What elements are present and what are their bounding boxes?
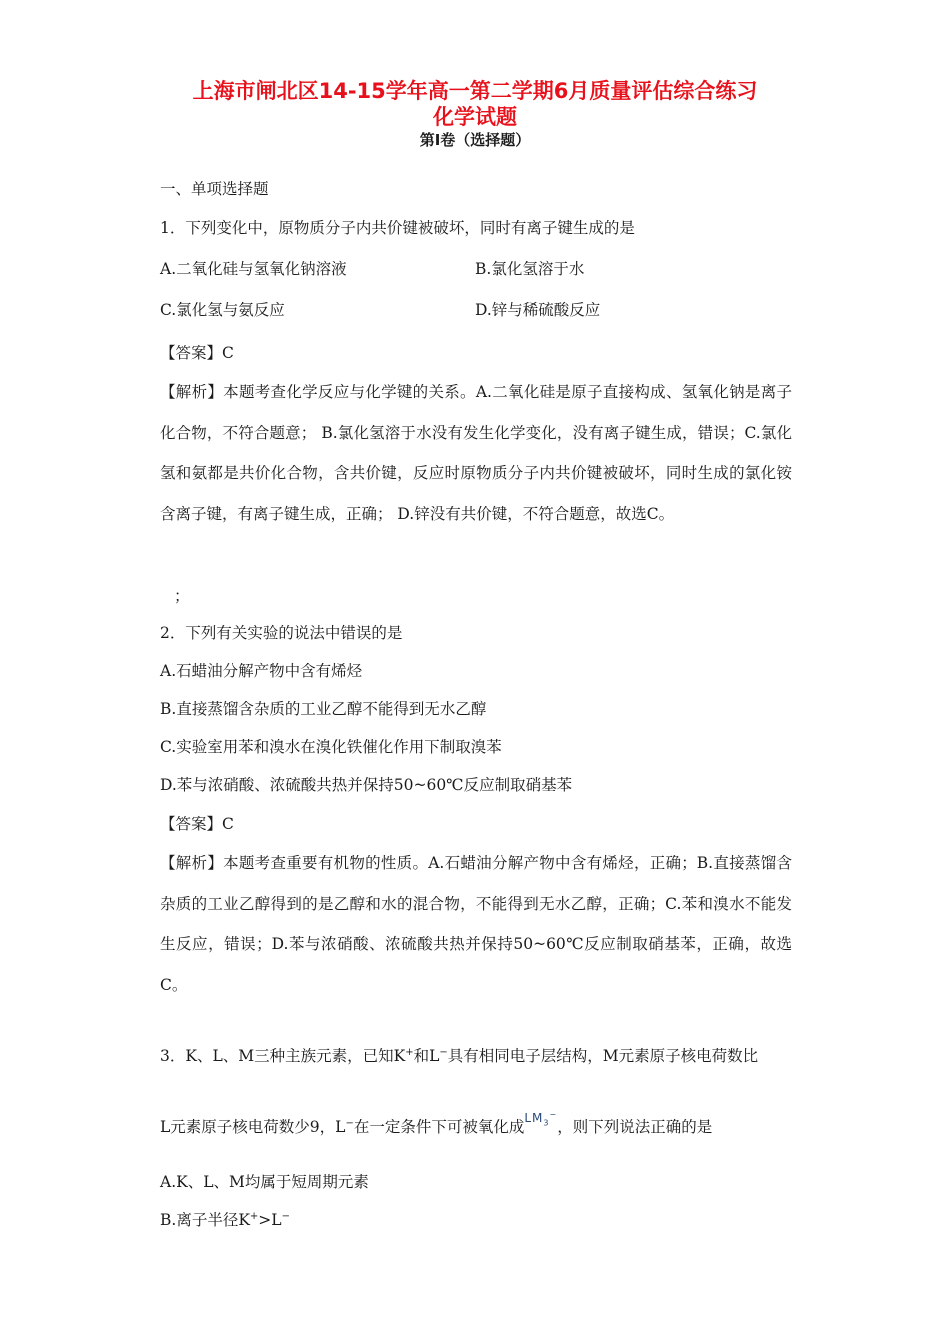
- q1-option-c: C.氯化氢与氨反应: [160, 301, 285, 319]
- document-title-line1: 上海市闸北区14-15学年高一第二学期6月质量评估综合练习: [192, 79, 758, 103]
- q1-option-b: B.氯化氢溶于水: [475, 260, 585, 278]
- q2-analysis: 【解析】本题考查重要有机物的性质。A.石蜡油分解产物中含有烯烃，正确；B.直接蒸馏含杂质的工业乙醇得到的是乙醇和水的混合物，不能得到无水乙醇，正确；C.苯和溴水不能发生反应，错误；D.苯与浓硝酸、浓硫酸共热并保持50~60℃反应制取硝基苯，正确，故选C。: [160, 854, 792, 994]
- q1-analysis: 【解析】本题考查化学反应与化学键的关系。A.二氧化硅是原子直接构成、氢氧化钠是离子化合物，不符合题意； B.氯化氢溶于水没有发生化学变化，没有离子键生成，错误；C.氯化氢和氨都是共价化合物，含共价键，反应时原物质分子内共价键被破坏，同时生成的氯化铵含离子键，有离子键生成，正确； D.锌没有共价键，不符合题意，故选C。: [160, 383, 792, 523]
- q3-option-a: A.K、L、M均属于短周期元素: [160, 1173, 369, 1191]
- q2-option-d: D.苯与浓硝酸、浓硫酸共热并保持50~60℃反应制取硝基苯: [160, 776, 573, 794]
- q3-option-b-l-charge: −: [281, 1210, 290, 1222]
- q3-option-b-text-1: B.离子半径K: [160, 1211, 250, 1229]
- q3-option-b: [160, 1210, 290, 1230]
- q1-answer: 【答案】C: [160, 344, 234, 362]
- q2-stem: 2．下列有关实验的说法中错误的是: [160, 624, 403, 642]
- volume-label: 第I卷（选择题）: [419, 131, 531, 149]
- q3-formula-lm3: [524, 1108, 557, 1133]
- q3-formula-sup: −: [549, 1110, 558, 1119]
- q1-stem: 1．下列变化中，原物质分子内共价键被破坏，同时有离子键生成的是: [160, 219, 635, 237]
- q2-option-c: C.实验室用苯和溴水在溴化铁催化作用下制取溴苯: [160, 738, 502, 756]
- document-title-line2: 化学试题: [433, 105, 517, 129]
- q3-stem-text-2: 和L: [413, 1047, 440, 1065]
- q3-l-charge: −: [439, 1046, 448, 1058]
- q3-line2-text-1: L元素原子核电荷数少9，L: [160, 1118, 346, 1136]
- q3-stem-line2: [160, 1110, 713, 1143]
- q3-l-charge-2: −: [345, 1117, 354, 1129]
- q2-option-a: A.石蜡油分解产物中含有烯烃: [160, 662, 363, 680]
- q1-option-a: A.二氧化硅与氢氧化钠溶液: [160, 260, 347, 278]
- q3-k-charge: +: [405, 1046, 414, 1058]
- q3-stem-text-3: 具有相同电子层结构，M元素原子核电荷数比: [447, 1047, 759, 1065]
- q3-option-b-text-2: >L: [258, 1211, 282, 1229]
- q3-option-b-k-charge: +: [249, 1210, 259, 1222]
- q3-stem-text-1: 3．K、L、M三种主族元素，已知K: [160, 1047, 406, 1065]
- q3-line2-text-3: ，则下列说法正确的是: [557, 1118, 713, 1136]
- q1-option-d: D.锌与稀硫酸反应: [475, 301, 601, 319]
- q3-stem-line1: [160, 1046, 758, 1066]
- q2-answer: 【答案】C: [160, 815, 234, 833]
- section-heading: 一、单项选择题: [160, 180, 269, 198]
- q3-line2-text-2: 在一定条件下可被氧化成: [353, 1118, 525, 1136]
- q2-option-b: B.直接蒸馏含杂质的工业乙醇不能得到无水乙醇: [160, 700, 487, 718]
- q3-formula-main: LM: [524, 1111, 544, 1125]
- q3-formula-sub: 3: [543, 1118, 550, 1128]
- q1-stray-mark: ；: [174, 587, 190, 605]
